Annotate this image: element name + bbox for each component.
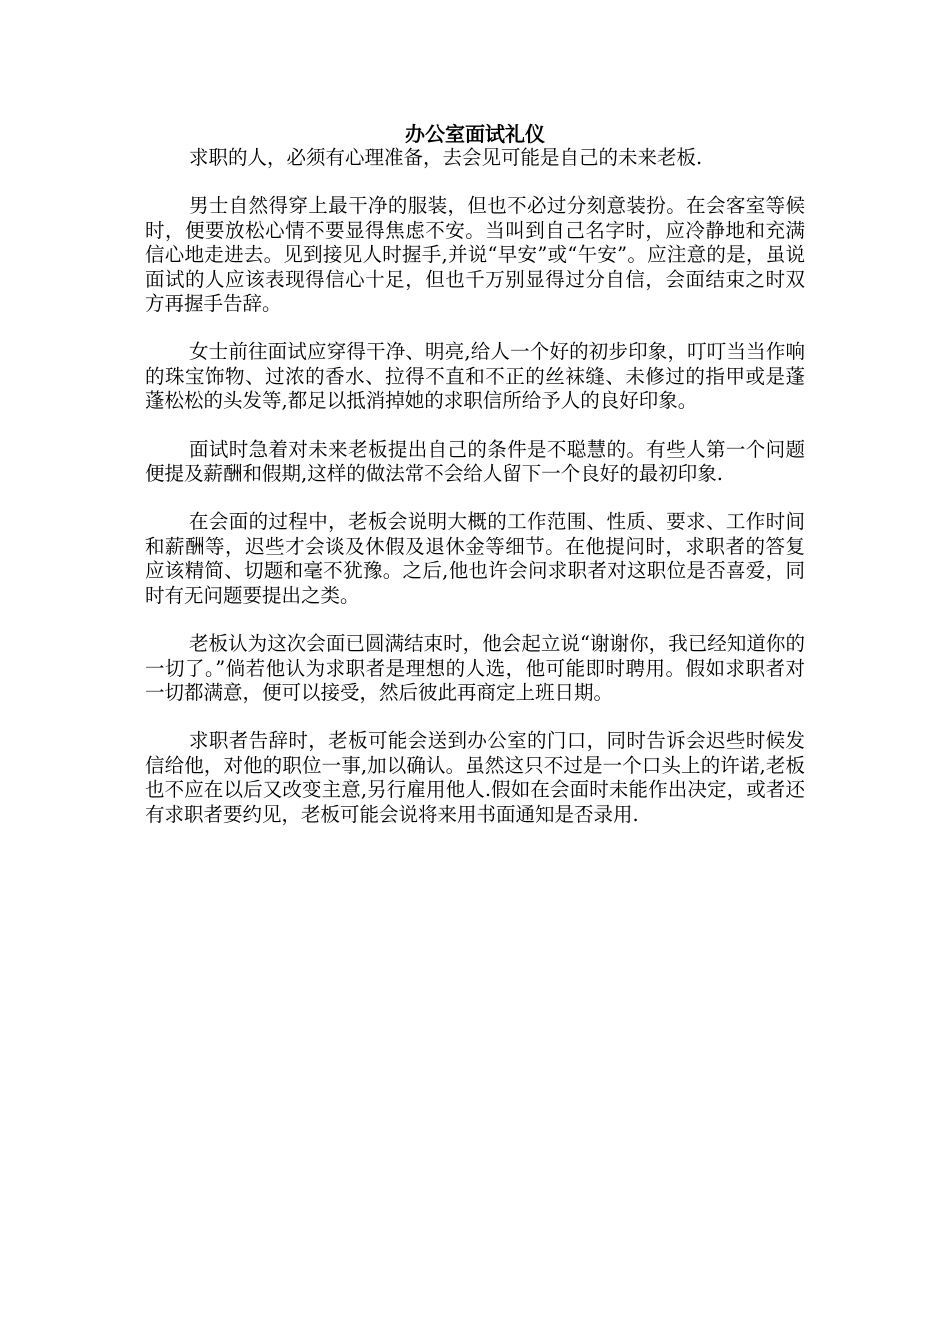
document-body <box>145 122 805 851</box>
paragraph-meeting-process: 在会面的过程中，老板会说明大概的工作范围、性质、要求、工作时间和薪酬等，迟些才会谈及休假及退休金等细节。在他提问时，求职者的答复应该精简、切题和毫不犹豫。之后,他也许会问求职者对这职位是否喜爱，同时有无问题要提出之类。 <box>145 510 805 607</box>
paragraph-farewell: 求职者告辞时，老板可能会送到办公室的门口，同时告诉会迟些时候发信给他，对他的职位一事,加以确认。虽然这只不过是一个口头上的许诺,老板也不应在以后又改变主意,另行雇用他人.假如在会面时未能作出决定，或者还有求职者要约见，老板可能会说将来用书面通知是否录用. <box>145 729 805 826</box>
paragraph-women-attire: 女士前往面试应穿得干净、明亮,给人一个好的初步印象，叮叮当当作响的珠宝饰物、过浓的香水、拉得不直和不正的丝袜缝、未修过的指甲或是蓬蓬松松的头发等,都足以抵消掉她的求职信所给予人的良好印象。 <box>145 340 805 413</box>
paragraph-intro: 求职的人，必须有心理准备，去会见可能是自己的未来老板. <box>189 146 703 169</box>
paragraph-conditions: 面试时急着对未来老板提出自己的条件是不聪慧的。有些人第一个问题便提及薪酬和假期,这样的做法常不会给人留下一个良好的最初印象. <box>145 437 805 486</box>
document-title: 办公室面试礼仪 <box>405 122 545 146</box>
paragraph-men-attire: 男士自然得穿上最干净的服装，但也不必过分刻意装扮。在会客室等候时，便要放松心情不要显得焦虑不安。当叫到自己名字时，应冷静地和充满信心地走进去。见到接见人时握手,并说“早安”或“午安”。应注意的是，虽说面试的人应该表现得信心十足，但也千万别显得过分自信，会面结束之时双方再握手告辞。 <box>145 194 805 316</box>
paragraph-meeting-end: 老板认为这次会面已圆满结束时，他会起立说“谢谢你，我已经知道你的一切了。”倘若他认为求职者是理想的人选，他可能即时聘用。假如求职者对一切都满意，便可以接受，然后彼此再商定上班日期。 <box>145 632 805 704</box>
